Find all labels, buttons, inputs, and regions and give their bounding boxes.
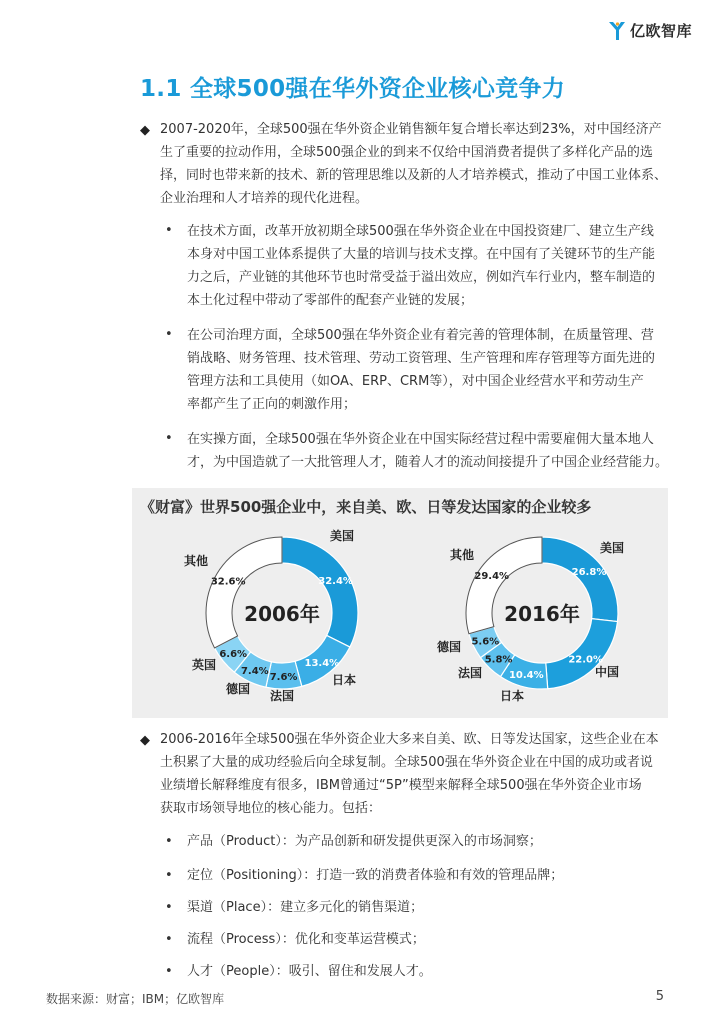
- donut-value-label: 7.4%: [240, 665, 269, 677]
- point-line: 在技术方面，改革开放初期全球500强在华外资企业在中国投资建厂、建立生产线: [187, 224, 654, 239]
- bullet-dot-icon: •: [165, 900, 173, 915]
- donut-value-label: 26.8%: [571, 567, 607, 579]
- bullet-dot-icon: •: [165, 868, 173, 883]
- donut-center-label: 2016年: [504, 602, 580, 626]
- five-p-text: 产品（Product）：为产品创新和研发提供更深入的市场洞察；: [187, 834, 542, 849]
- donut-value-label: 6.6%: [219, 648, 248, 660]
- intro-line: 2007-2020年，全球500强在华外资企业销售额年复合增长率达到23%，对中国经济产: [160, 122, 662, 137]
- diamond-bullet-icon: ◆: [140, 733, 150, 748]
- donut-value-label: 5.6%: [471, 636, 500, 648]
- donut-value-label: 32.6%: [210, 576, 246, 588]
- five-p-text: 流程（Process）：优化和变革运营模式；: [187, 932, 425, 947]
- point-practice: [187, 428, 679, 474]
- donut-category-label: 其他: [449, 548, 475, 562]
- page-title: 1.1 全球500强在华外资企业核心竞争力: [140, 76, 566, 102]
- donut-value-label: 10.4%: [508, 670, 544, 682]
- point-line: 才，为中国造就了一大批管理人才，随着人才的流动间接提升了中国企业经营能力。: [187, 455, 669, 470]
- five-p-item-positioning: [165, 864, 563, 883]
- donut-category-label: 日本: [331, 673, 357, 687]
- point-line: 本身对中国工业体系提供了大量的培训与技术支撑。在中国有了关键环节的生产能: [187, 247, 656, 262]
- donut-category-label: 其他: [183, 554, 209, 568]
- donut-value-label: 7.6%: [269, 671, 298, 683]
- chart-title: 《财富》世界500强企业中，来自美、欧、日等发达国家的企业较多: [140, 498, 592, 516]
- brand-logo-icon: [608, 21, 626, 41]
- point-line: 力之后，产业链的其他环节也时常受益于溢出效应，例如汽车行业内，整车制造的: [187, 270, 656, 285]
- donut-category-label: 日本: [499, 689, 525, 703]
- second-paragraph: [160, 728, 680, 820]
- bullet-dot-icon: •: [165, 431, 173, 446]
- intro-line: 生了重要的拉动作用，全球500强企业的到来不仅给中国消费者提供了多样化产品的选: [160, 145, 653, 160]
- second-line: 土积累了大量的成功经验后向全球复制。全球500强在华外资企业在中国的成功或者说: [160, 755, 653, 770]
- point-technology: [187, 220, 679, 312]
- brand-name: 亿欧智库: [629, 22, 692, 40]
- donut-category-label: 中国: [594, 665, 620, 679]
- point-governance: [187, 324, 679, 416]
- intro-line: 择，同时也带来新的技术、新的管理思维以及新的人才培养模式，推动了中国工业体系、: [160, 168, 668, 183]
- donut-value-label: 22.0%: [568, 654, 604, 666]
- donut-category-label: 法国: [457, 666, 483, 680]
- donut-value-label: 13.4%: [304, 657, 340, 669]
- bullet-dot-icon: •: [165, 932, 173, 947]
- point-line: 销战略、财务管理、技术管理、劳动工资管理、生产管理和库存管理等方面先进的: [187, 351, 656, 366]
- five-p-item-people: [165, 960, 432, 979]
- second-line: 2006-2016年全球500强在华外资企业大多来自美、欧、日等发达国家，这些企业在本: [160, 732, 659, 747]
- donut-category-label: 美国: [599, 541, 625, 555]
- donut-category-label: 美国: [329, 529, 355, 543]
- five-p-item-place: [165, 896, 423, 915]
- five-p-item-process: [165, 928, 425, 947]
- point-line: 率都产生了正向的刺激作用；: [187, 397, 357, 412]
- point-line: 本土化过程中带动了零部件的配套产业链的发展；: [187, 293, 474, 308]
- donut-slice-0-5: [206, 537, 282, 648]
- bullet-dot-icon: •: [165, 834, 173, 849]
- donut-slice-0-0: [282, 537, 358, 647]
- point-line: 在实操方面，全球500强在华外资企业在中国实际经营过程中需要雇佣大量本地人: [187, 432, 654, 447]
- donut-category-label: 德国: [225, 682, 251, 696]
- page-number: 5: [655, 989, 664, 1004]
- donut-category-label: 英国: [191, 658, 217, 672]
- donut-value-label: 5.8%: [484, 654, 513, 666]
- second-line: 获取市场领导地位的核心能力。包括：: [160, 801, 382, 816]
- intro-line: 企业治理和人才培养的现代化进程。: [160, 191, 369, 206]
- second-line: 业绩增长解释维度有很多，IBM曾通过“5P”模型来解释全球500强在华外资企业市场: [160, 778, 642, 793]
- donut-category-label: 法国: [269, 689, 295, 703]
- bullet-dot-icon: •: [165, 223, 173, 238]
- five-p-text: 定位（Positioning）：打造一致的消费者体验和有效的管理品牌；: [187, 868, 564, 883]
- bullet-dot-icon: •: [165, 964, 173, 979]
- bullet-dot-icon: •: [165, 327, 173, 342]
- donut-center-label: 2006年: [244, 602, 320, 626]
- five-p-text: 渠道（Place）：建立多元化的销售渠道；: [187, 900, 424, 915]
- data-source-note: 数据来源：财富；IBM；亿欧智库: [46, 992, 225, 1006]
- donut-charts: [132, 488, 668, 718]
- five-p-item-product: [165, 830, 542, 849]
- brand-logo: [608, 20, 692, 41]
- donut-value-label: 29.4%: [474, 571, 510, 583]
- diamond-bullet-icon: ◆: [140, 123, 150, 138]
- donut-category-label: 德国: [436, 640, 462, 654]
- donut-value-label: 32.4%: [318, 575, 353, 587]
- point-line: 管理方法和工具使用（如OA、ERP、CRM等），对中国企业经营水平和劳动生产: [187, 374, 644, 389]
- intro-paragraph: [160, 118, 680, 210]
- five-p-text: 人才（People）：吸引、留住和发展人才。: [187, 964, 432, 979]
- point-line: 在公司治理方面，全球500强在华外资企业有着完善的管理体制，在质量管理、营: [187, 328, 654, 343]
